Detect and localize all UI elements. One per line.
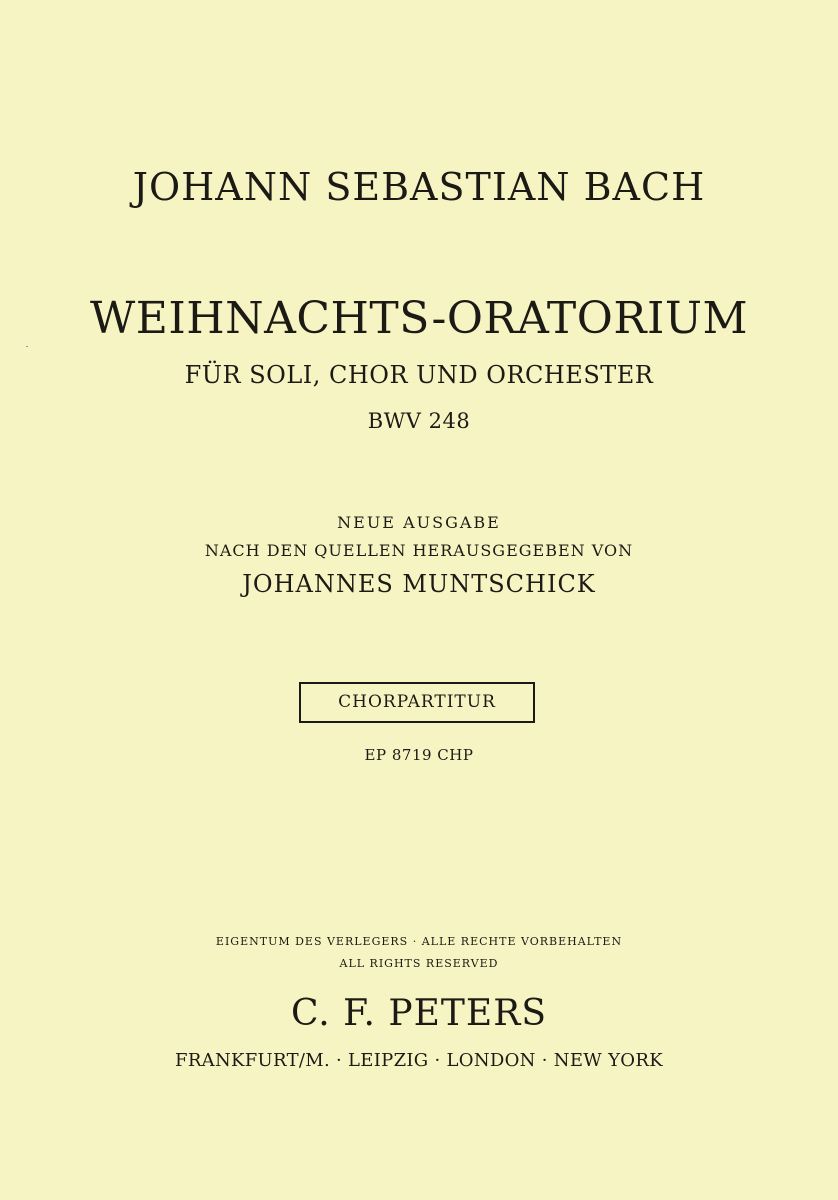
- composer-name: JOHANN SEBASTIAN BACH: [132, 165, 706, 209]
- editor-name: JOHANNES MUNTSCHICK: [242, 570, 596, 598]
- catalog-number: BWV 248: [367, 409, 471, 433]
- score-type-label: CHORPARTITUR: [338, 692, 496, 712]
- rights-notice: ALL RIGHTS RESERVED: [339, 957, 499, 970]
- work-title: WEIHNACHTS-ORATORIUM: [89, 293, 748, 344]
- score-type-box: [299, 682, 535, 723]
- edition-note: NEUE AUSGABE: [337, 513, 501, 532]
- publisher-name: C. F. PETERS: [291, 993, 547, 1034]
- publisher-cities: FRANKFURT/M. · LEIPZIG · LONDON · NEW YORK: [175, 1050, 663, 1071]
- copyright-notice: EIGENTUM DES VERLEGERS · ALLE RECHTE VORBEHALTEN: [215, 935, 623, 948]
- edition-number: EP 8719 CHP: [364, 746, 474, 764]
- edited-by-line: NACH DEN QUELLEN HERAUSGEGEBEN VON: [204, 541, 634, 560]
- paper-speck: [26, 346, 28, 347]
- work-subtitle: FÜR SOLI, CHOR UND ORCHESTER: [184, 361, 654, 389]
